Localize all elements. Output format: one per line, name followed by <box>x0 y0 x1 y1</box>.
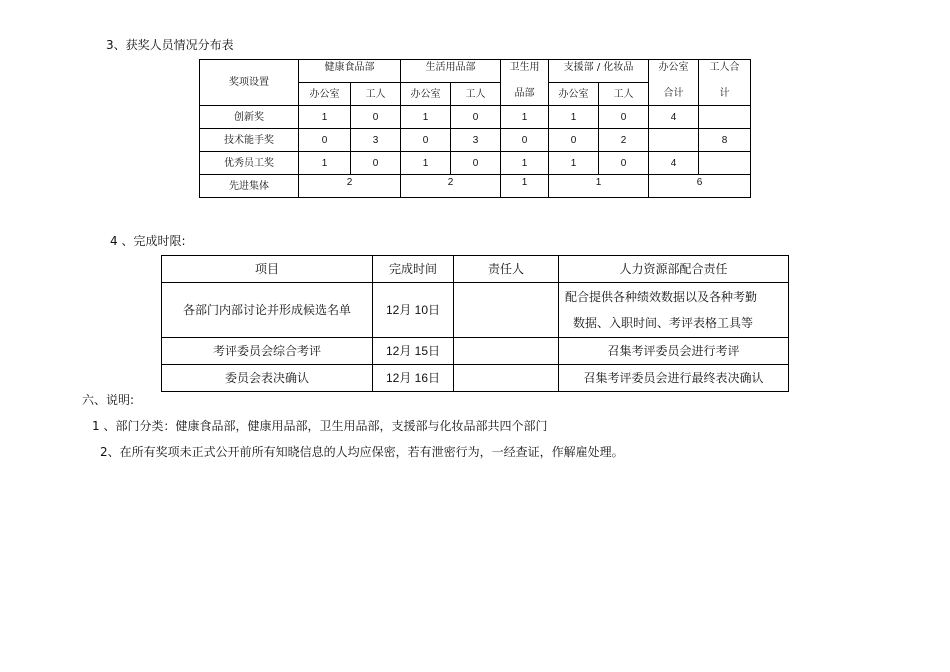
header-owner: 责任人 <box>454 256 559 283</box>
cell <box>699 152 751 175</box>
row-hr <box>559 283 789 338</box>
cell: 4 <box>649 152 699 175</box>
cell: 8 <box>699 129 751 152</box>
subheader-worker: 工人 <box>451 83 501 106</box>
row-item: 各部门内部讨论并形成候选名单 <box>162 283 373 338</box>
header-dept-hygiene: 卫生用 <box>501 60 549 83</box>
row-time: 12月 10日 <box>373 283 454 338</box>
subheader-worker: 工人 <box>599 83 649 106</box>
collective-support: 1 <box>549 175 649 198</box>
row-award-name: 创新奖 <box>200 106 299 129</box>
cell <box>699 106 751 129</box>
row-owner <box>454 365 559 392</box>
header-office-total-cont: 合计 <box>649 83 699 106</box>
row-time: 12月 16日 <box>373 365 454 392</box>
cell: 2 <box>599 129 649 152</box>
cell: 1 <box>401 106 451 129</box>
header-worker-total-cont: 计 <box>699 83 751 106</box>
subheader-office: 办公室 <box>299 83 351 106</box>
header-award: 奖项设置 <box>200 60 299 106</box>
subheader-worker: 工人 <box>351 83 401 106</box>
row-time: 12月 15日 <box>373 338 454 365</box>
cell: 0 <box>351 152 401 175</box>
award-distribution-table <box>199 59 751 198</box>
collective-goods: 2 <box>401 175 501 198</box>
section-6-title: 六、说明: <box>82 393 135 407</box>
cell: 0 <box>599 106 649 129</box>
header-dept-food: 健康食品部 <box>299 60 401 83</box>
header-time: 完成时间 <box>373 256 454 283</box>
row-item: 委员会表决确认 <box>162 365 373 392</box>
subheader-office: 办公室 <box>401 83 451 106</box>
row-hr: 召集考评委员会进行考评 <box>559 338 789 365</box>
table-row-collective <box>200 175 751 198</box>
row-award-name: 优秀员工奖 <box>200 152 299 175</box>
cell <box>649 129 699 152</box>
note-1: 1 、部门分类：健康食品部，健康用品部，卫生用品部，支援部与化妆品部共四个部门 <box>92 419 548 433</box>
row-award-name: 技术能手奖 <box>200 129 299 152</box>
cell: 0 <box>599 152 649 175</box>
cell: 0 <box>451 152 501 175</box>
collective-hygiene: 1 <box>501 175 549 198</box>
table-row <box>200 106 751 129</box>
section-4-title: 4 、完成时限: <box>110 234 186 248</box>
cell: 1 <box>549 106 599 129</box>
table-row <box>162 283 789 338</box>
table-row <box>162 338 789 365</box>
header-dept-hygiene-cont: 品部 <box>501 83 549 106</box>
subheader-office: 办公室 <box>549 83 599 106</box>
row-award-name: 先进集体 <box>200 175 299 198</box>
header-office-total: 办公室 <box>649 60 699 83</box>
header-dept-goods: 生活用品部 <box>401 60 501 83</box>
cell: 3 <box>451 129 501 152</box>
cell: 0 <box>549 129 599 152</box>
cell: 0 <box>501 129 549 152</box>
header-dept-support: 支援部 / 化妆品 <box>549 60 649 83</box>
cell: 1 <box>299 152 351 175</box>
row-owner <box>454 283 559 338</box>
cell: 0 <box>401 129 451 152</box>
note-2: 2、在所有奖项未正式公开前所有知晓信息的人均应保密，若有泄密行为，一经查证，作解雇处理。 <box>100 445 624 459</box>
row-owner <box>454 338 559 365</box>
row-hr-line: 配合提供各种绩效数据以及各种考勤 <box>565 290 758 304</box>
cell: 1 <box>401 152 451 175</box>
row-item: 考评委员会综合考评 <box>162 338 373 365</box>
cell: 4 <box>649 106 699 129</box>
cell: 1 <box>501 106 549 129</box>
collective-total: 6 <box>649 175 751 198</box>
header-hr: 人力资源部配合责任 <box>559 256 789 283</box>
table-row <box>200 152 751 175</box>
cell: 0 <box>451 106 501 129</box>
table-row <box>162 365 789 392</box>
section-3-title: 3、获奖人员情况分布表 <box>106 38 234 52</box>
cell: 0 <box>299 129 351 152</box>
collective-food: 2 <box>299 175 401 198</box>
row-hr-line: 数据、入职时间、考评表格工具等 <box>573 316 754 330</box>
schedule-table <box>161 255 789 392</box>
row-hr: 召集考评委员会进行最终表决确认 <box>559 365 789 392</box>
cell: 1 <box>549 152 599 175</box>
cell: 1 <box>299 106 351 129</box>
header-item: 项目 <box>162 256 373 283</box>
table-row <box>200 129 751 152</box>
cell: 0 <box>351 106 401 129</box>
cell: 1 <box>501 152 549 175</box>
cell: 3 <box>351 129 401 152</box>
header-worker-total: 工人合 <box>699 60 751 83</box>
